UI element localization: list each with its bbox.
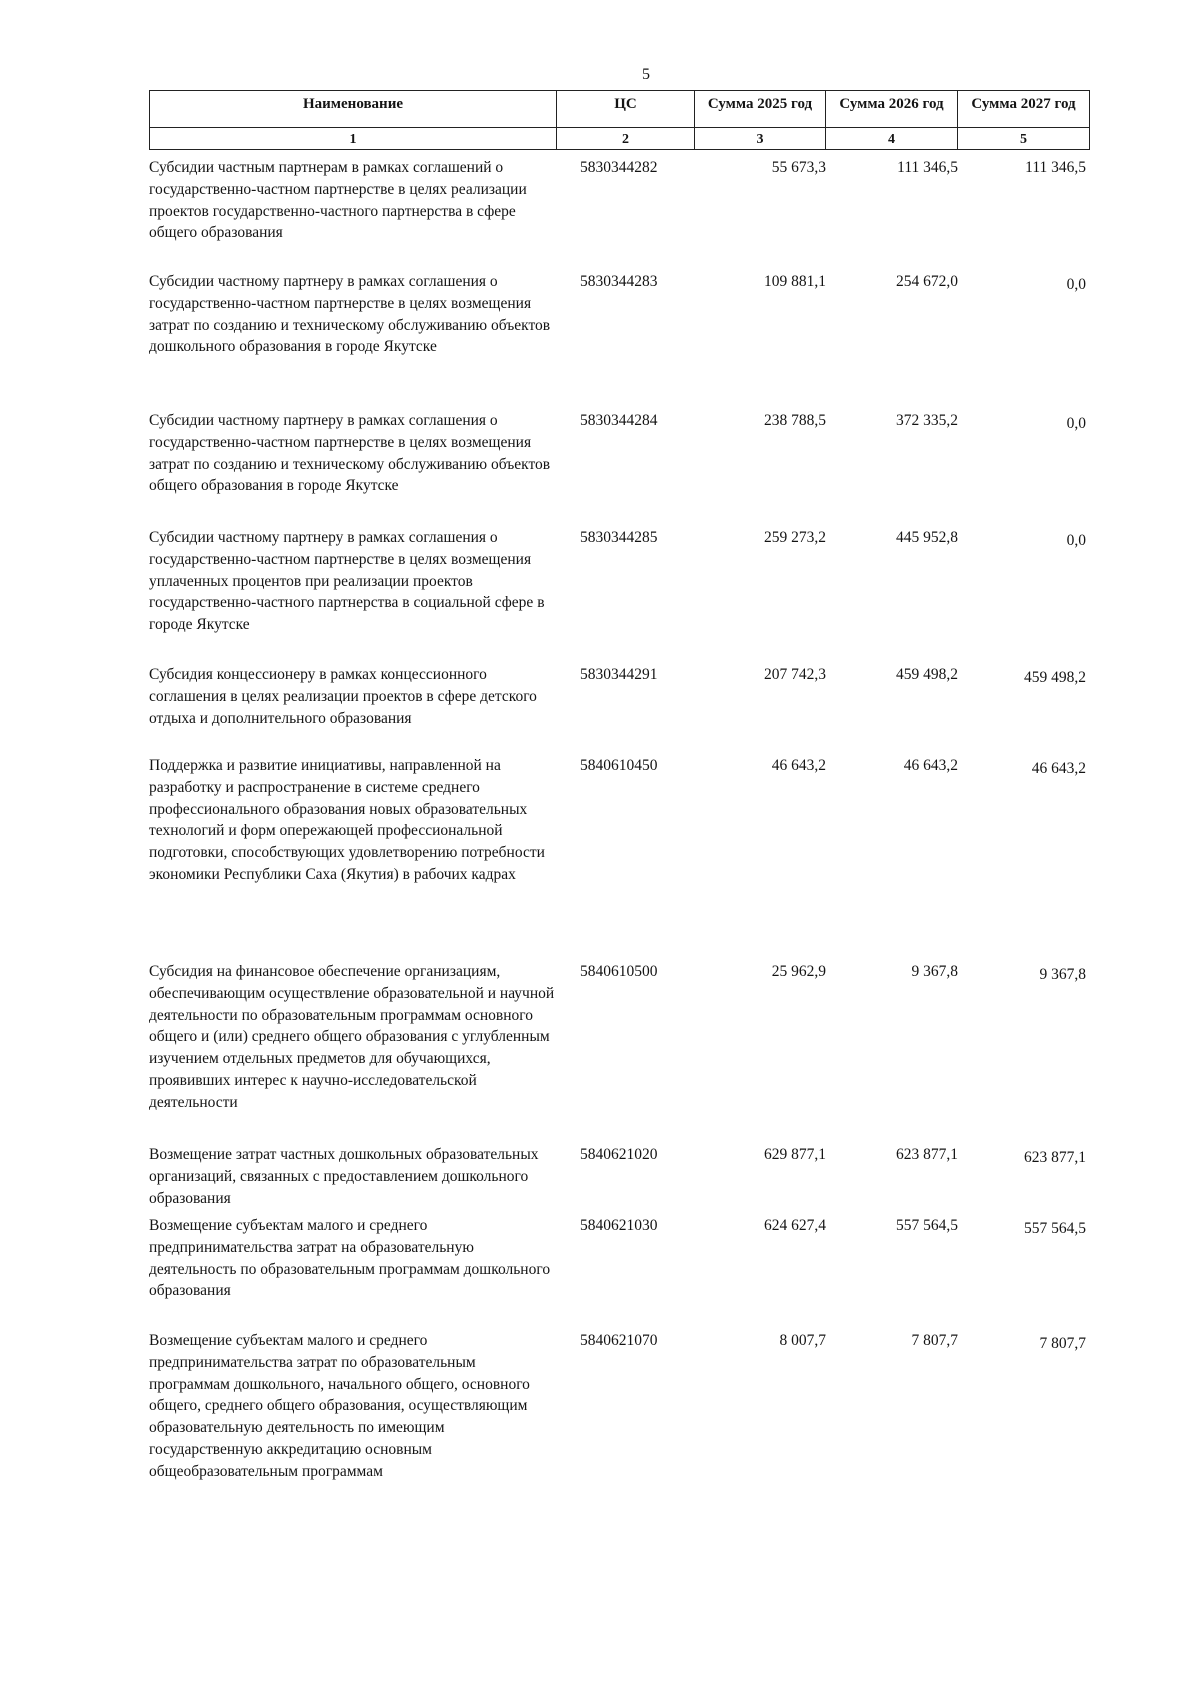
row-code: 5830344283 <box>580 273 658 290</box>
row-sum-2025: 624 627,4 <box>764 1217 826 1234</box>
col-header-2025: Сумма 2025 год <box>695 91 826 128</box>
header-titles-row <box>150 91 1090 128</box>
table-header <box>149 90 1090 150</box>
page-number: 5 <box>642 66 650 83</box>
row-sum-2026: 7 807,7 <box>911 1332 958 1349</box>
header-numbers-row <box>150 128 1090 150</box>
row-sum-2027: 0,0 <box>1066 532 1086 549</box>
col-header-2027: Сумма 2027 год <box>958 91 1090 128</box>
col-header-2026: Сумма 2026 год <box>826 91 958 128</box>
row-code: 5840621030 <box>580 1217 658 1234</box>
row-sum-2027: 0,0 <box>1066 276 1086 293</box>
row-sum-2027: 0,0 <box>1066 415 1086 432</box>
row-name: Возмещение субъектам малого и среднего предпринимательства затрат по образовательным программам дошкольного, начального общего, основного общего, среднего общего образования, осуществляющим образовательную деятельность по имеющим государственную аккредитацию основным общеобразовательным программам <box>149 1332 530 1480</box>
row-code: 5830344285 <box>580 529 658 546</box>
col-number-1: 1 <box>150 128 557 150</box>
row-code: 5830344291 <box>580 666 658 683</box>
row-code: 5840610500 <box>580 963 658 980</box>
row-sum-2026: 46 643,2 <box>903 757 958 774</box>
row-code: 5840621070 <box>580 1332 658 1349</box>
row-sum-2027: 46 643,2 <box>1031 760 1086 777</box>
row-sum-2025: 109 881,1 <box>764 273 826 290</box>
row-sum-2025: 55 673,3 <box>771 159 826 176</box>
row-sum-2027: 459 498,2 <box>1024 669 1086 686</box>
row-sum-2026: 9 367,8 <box>911 963 958 980</box>
row-sum-2026: 557 564,5 <box>896 1217 958 1234</box>
row-name: Субсидии частному партнеру в рамках соглашения о государственно-частном партнерстве в целях возмещения затрат по созданию и техническому обслуживанию объектов дошкольного образования в городе Якутске <box>149 273 551 356</box>
row-sum-2025: 8 007,7 <box>779 1332 826 1349</box>
row-name: Субсидии частным партнерам в рамках соглашений о государственно-частном партнерстве в целях реализации проектов государственно-частного партнерства в сфере общего образования <box>149 159 527 242</box>
col-header-code: ЦС <box>557 91 695 128</box>
row-sum-2026: 459 498,2 <box>896 666 958 683</box>
row-name: Возмещение затрат частных дошкольных образовательных организаций, связанных с предоставлением дошкольного образования <box>149 1146 539 1207</box>
row-code: 5840621020 <box>580 1146 658 1163</box>
row-sum-2027: 9 367,8 <box>1039 966 1086 983</box>
col-number-2: 2 <box>557 128 695 150</box>
row-sum-2025: 25 962,9 <box>771 963 826 980</box>
row-code: 5830344282 <box>580 159 658 176</box>
row-name: Поддержка и развитие инициативы, направленной на разработку и распространение в системе среднего профессионального образования новых образовательных технологий и форм опережающей профессиональной подготовки, способствующих удовлетворению потребности экономики Республики Саха (Якутия) в рабочих кадрах <box>149 757 545 883</box>
row-sum-2027: 557 564,5 <box>1024 1220 1086 1237</box>
row-sum-2026: 372 335,2 <box>896 412 958 429</box>
row-sum-2027: 623 877,1 <box>1024 1149 1086 1166</box>
row-code: 5840610450 <box>580 757 658 774</box>
row-sum-2026: 111 346,5 <box>897 159 958 176</box>
row-code: 5830344284 <box>580 412 658 429</box>
row-name: Субсидия концессионеру в рамках концессионного соглашения в целях реализации проектов в сфере детского отдыха и дополнительного образования <box>149 666 537 727</box>
col-header-name: Наименование <box>150 91 557 128</box>
row-sum-2027: 7 807,7 <box>1039 1335 1086 1352</box>
row-sum-2025: 259 273,2 <box>764 529 826 546</box>
row-sum-2026: 445 952,8 <box>896 529 958 546</box>
row-sum-2025: 629 877,1 <box>764 1146 826 1163</box>
row-sum-2025: 238 788,5 <box>764 412 826 429</box>
row-sum-2027: 111 346,5 <box>1025 159 1086 176</box>
row-sum-2025: 46 643,2 <box>771 757 826 774</box>
row-sum-2026: 623 877,1 <box>896 1146 958 1163</box>
row-name: Возмещение субъектам малого и среднего предпринимательства затрат на образовательную деятельность по образовательным программам дошкольного образования <box>149 1217 551 1300</box>
col-number-3: 3 <box>695 128 826 150</box>
col-number-4: 4 <box>826 128 958 150</box>
row-name: Субсидия на финансовое обеспечение организациям, обеспечивающим осуществление образовательной и научной деятельности по образовательным программам основного общего и (или) среднего общего образования с углубленным изучением отдельных предметов для обучающихся, проявивших интерес к научно-исследовательской деятельности <box>149 963 555 1111</box>
row-sum-2026: 254 672,0 <box>896 273 958 290</box>
row-name: Субсидии частному партнеру в рамках соглашения о государственно-частном партнерстве в целях возмещения затрат по созданию и техническому обслуживанию объектов общего образования в городе Якутске <box>149 412 551 495</box>
row-sum-2025: 207 742,3 <box>764 666 826 683</box>
col-number-5: 5 <box>958 128 1090 150</box>
row-name: Субсидии частному партнеру в рамках соглашения о государственно-частном партнерстве в целях возмещения уплаченных процентов при реализации проектов государственно-частного партнерства в социальной сфере в городе Якутске <box>149 529 545 634</box>
